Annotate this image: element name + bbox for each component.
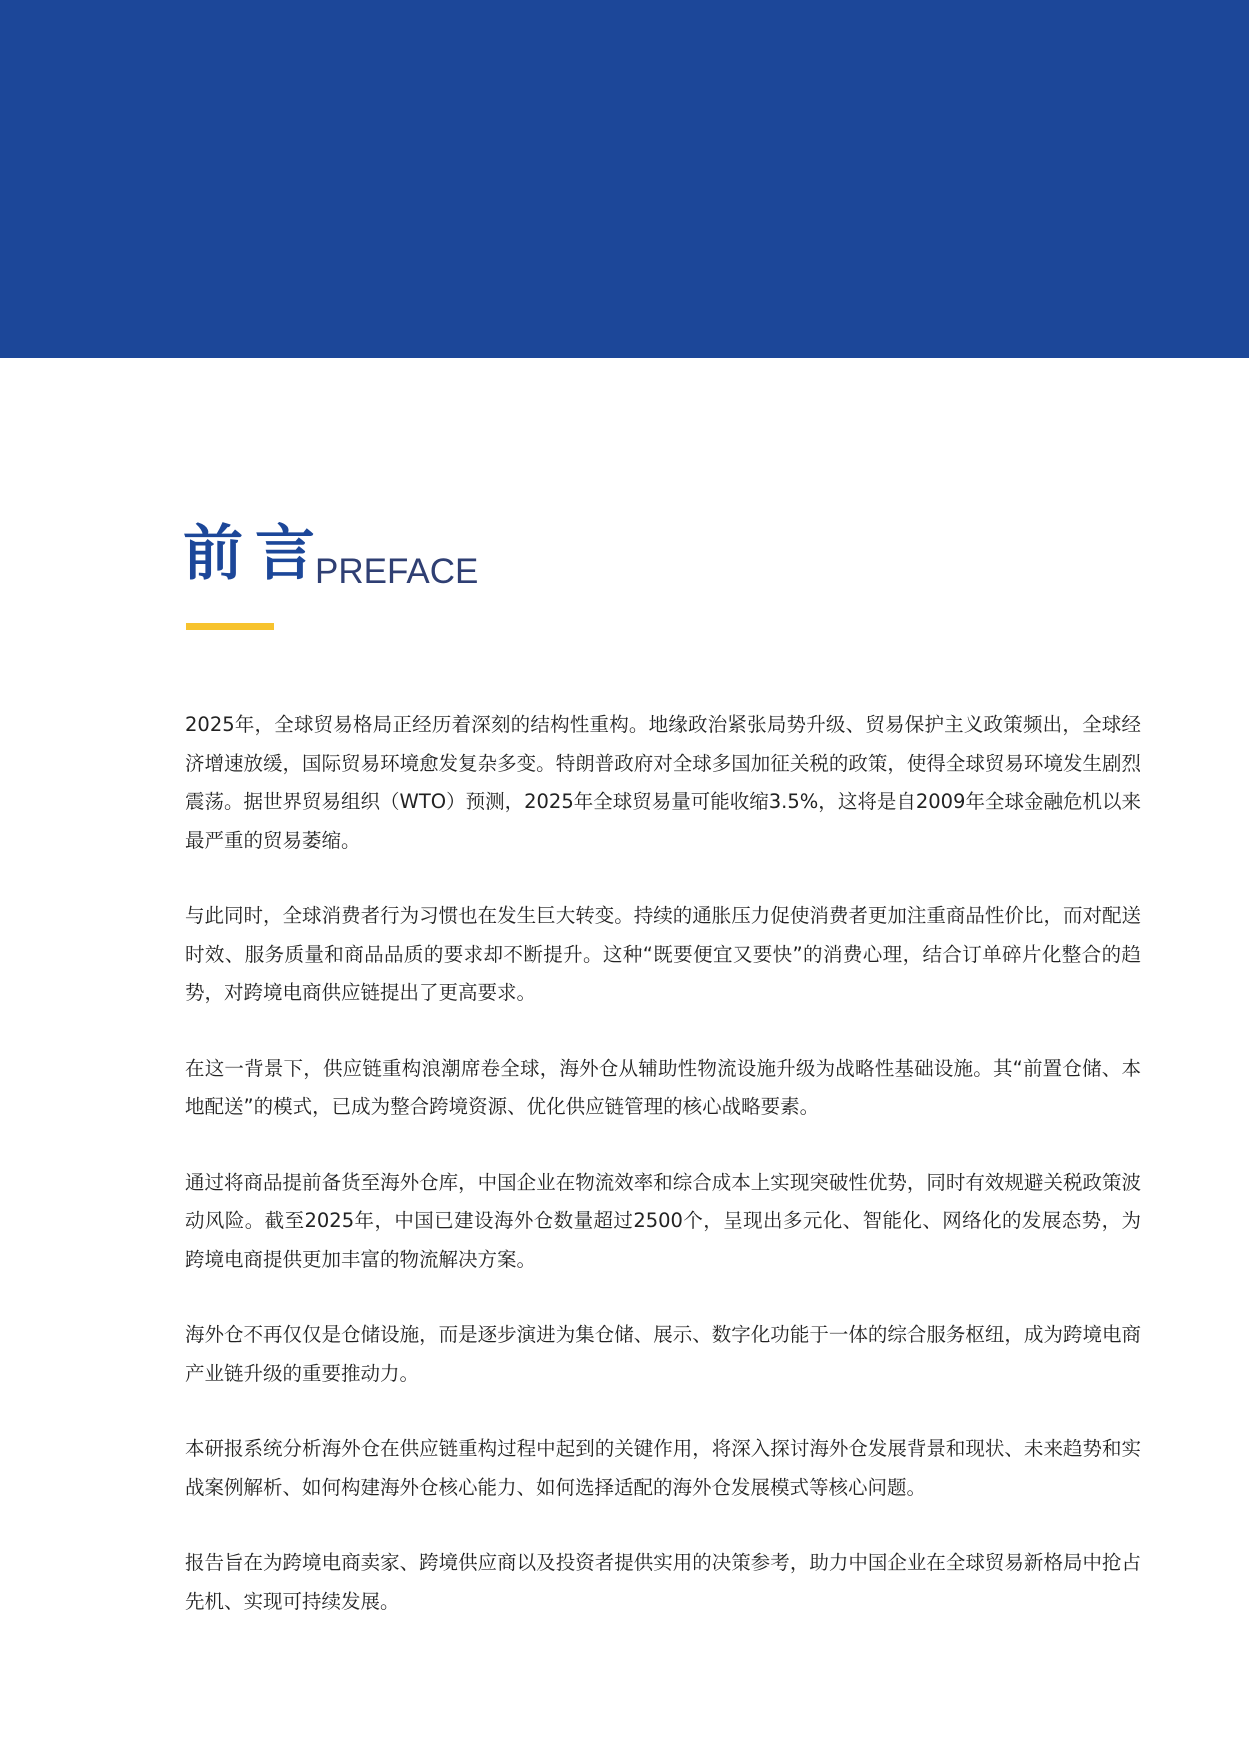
heading-title-cn: 前言 xyxy=(183,519,327,589)
paragraph-7: 报告旨在为跨境电商卖家、跨境供应商以及投资者提供实用的决策参考，助力中国企业在全球贸易新格局中抢占先机、实现可持续发展。 xyxy=(185,1551,1141,1613)
paragraph-2: 与此同时，全球消费者行为习惯也在发生巨大转变。持续的通胀压力促使消费者更加注重商品性价比，而对配送时效、服务质量和商品品质的要求却不断提升。这种“既要便宜又要快”的消费心理，结合订单碎片化整合的趋势，对跨境电商供应链提出了更高要求。 xyxy=(185,904,1141,1004)
paragraph-4: 通过将商品提前备货至海外仓库，中国企业在物流效率和综合成本上实现突破性优势，同时有效规避关税政策波动风险。截至2025年，中国已建设海外仓数量超过2500个，呈现出多元化、智能化、网络化的发展态势，为跨境电商提供更加丰富的物流解决方案。 xyxy=(185,1170,1141,1271)
paragraph-5: 海外仓不再仅仅是仓储设施，而是逐步演进为集仓储、展示、数字化功能于一体的综合服务枢纽，成为跨境电商产业链升级的重要推动力。 xyxy=(185,1323,1141,1385)
paragraph-6: 本研报系统分析海外仓在供应链重构过程中起到的关键作用，将深入探讨海外仓发展背景和现状、未来趋势和实战案例解析、如何构建海外仓核心能力、如何选择适配的海外仓发展模式等核心问题。 xyxy=(185,1437,1141,1499)
paragraph-3: 在这一背景下，供应链重构浪潮席卷全球，海外仓从辅助性物流设施升级为战略性基础设施。其“前置仓储、本地配送”的模式，已成为整合跨境资源、优化供应链管理的核心战略要素。 xyxy=(185,1056,1141,1118)
preface-body xyxy=(185,706,1141,1658)
paragraph-1: 2025年，全球贸易格局正经历着深刻的结构性重构。地缘政治紧张局势升级、贸易保护主义政策频出，全球经济增速放缓，国际贸易环境愈发复杂多变。特朗普政府对全球多国加征关税的政策，使得全球贸易环境发生剧烈震荡。据世界贸易组织（WTO）预测，2025年全球贸易量可能收缩3.5%，这将是自2009年全球金融危机以来最严重的贸易萎缩。 xyxy=(185,713,1141,852)
top-banner xyxy=(0,0,1249,358)
heading-underline xyxy=(186,623,274,630)
heading-title-en: PREFACE xyxy=(315,552,479,591)
